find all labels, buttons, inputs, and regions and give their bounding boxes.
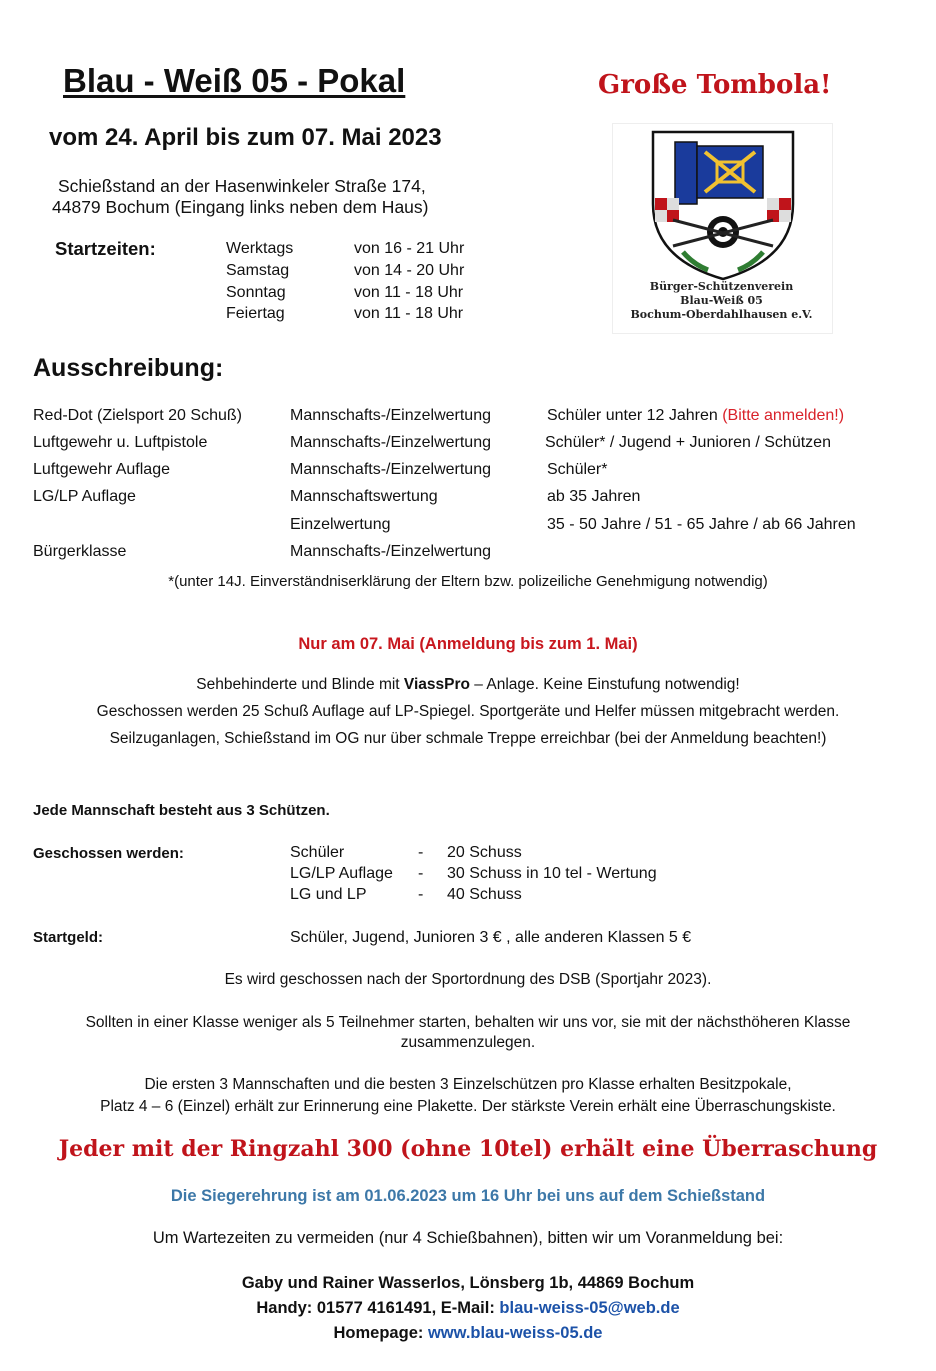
wertung: Mannschafts-/Einzelwertung bbox=[290, 461, 491, 478]
viass-line-2: Geschossen werden 25 Schuß Auflage auf LP-Spiegel. Sportgeräte und Helfer müssen mitgebracht werden. bbox=[96, 703, 840, 720]
shot-count: 40 Schuss bbox=[447, 886, 522, 903]
wertung: Einzelwertung bbox=[290, 516, 391, 533]
contact-name: Gaby und Rainer Wasserlos, Lönsberg 1b, 44869 Bochum bbox=[241, 1274, 695, 1292]
shot-class: LG und LP bbox=[290, 886, 367, 903]
klasse: 35 - 50 Jahre / 51 - 65 Jahre / ab 66 Jahren bbox=[547, 516, 856, 533]
shot-count: 20 Schuss bbox=[447, 844, 522, 861]
location-line-1: Schießstand an der Hasenwinkeler Straße 174, bbox=[58, 176, 426, 196]
merge-rule-2: zusammenzulegen. bbox=[400, 1034, 536, 1051]
klasse-text: Schüler unter 12 Jahren bbox=[547, 407, 723, 424]
discipline: LG/LP Auflage bbox=[33, 488, 136, 505]
viass-line-3: Seilzuganlagen, Schießstand im OG nur über schmale Treppe erreichbar (bei der Anmeldung beachten!) bbox=[109, 730, 827, 747]
contact-homepage bbox=[0, 1324, 936, 1343]
viass-brand: ViassPro bbox=[403, 676, 470, 693]
team-info: Jede Mannschaft besteht aus 3 Schützen. bbox=[33, 802, 330, 819]
footnote: *(unter 14J. Einverständniserklärung der Eltern bzw. polizeiliche Genehmigung notwendig) bbox=[168, 573, 768, 590]
startzeit-time: von 11 - 18 Uhr bbox=[354, 284, 464, 301]
ausschreibung-heading: Ausschreibung: bbox=[33, 354, 224, 382]
homepage-link[interactable]: www.blau-weiss-05.de bbox=[427, 1324, 603, 1342]
dsb-rule: Es wird geschossen nach der Sportordnung des DSB (Sportjahr 2023). bbox=[224, 971, 712, 988]
klasse: ab 35 Jahren bbox=[547, 488, 641, 505]
event-dates: vom 24. April bis zum 07. Mai 2023 bbox=[49, 124, 442, 151]
logo-text-line-2: Blau-Weiß 05 bbox=[680, 294, 763, 307]
ceremony-info: Die Siegerehrung ist am 01.06.2023 um 16 Uhr bei uns auf dem Schießstand bbox=[170, 1187, 766, 1205]
viass-heading: Nur am 07. Mai (Anmeldung bis zum 1. Mai) bbox=[298, 635, 638, 653]
klasse bbox=[547, 407, 844, 425]
startzeit-time: von 16 - 21 Uhr bbox=[354, 240, 465, 257]
contact-phone: Handy: 01577 4161491, E-Mail: bbox=[256, 1299, 500, 1317]
viass-line-1-pre: Sehbehinderte und Blinde mit bbox=[196, 676, 404, 693]
startzeit-time: von 14 - 20 Uhr bbox=[354, 262, 465, 279]
homepage-label: Homepage: bbox=[333, 1324, 428, 1342]
location-line-2: 44879 Bochum (Eingang links neben dem Haus) bbox=[52, 197, 429, 217]
wertung: Mannschaftswertung bbox=[290, 488, 438, 505]
fee-text: Schüler, Jugend, Junioren 3 € , alle anderen Klassen 5 € bbox=[290, 929, 692, 946]
surprise-headline: Jeder mit der Ringzahl 300 (ohne 10tel) erhält eine Überraschung bbox=[58, 1136, 878, 1162]
startzeit-day: Werktags bbox=[226, 240, 294, 257]
startzeit-time: von 11 - 18 Uhr bbox=[354, 305, 464, 322]
viass-line-1-post: – Anlage. Keine Einstufung notwendig! bbox=[470, 676, 740, 693]
register-note: (Bitte anmelden!) bbox=[722, 407, 845, 424]
page-title: Blau - Weiß 05 - Pokal bbox=[63, 62, 406, 99]
viass-line-1 bbox=[0, 676, 936, 694]
shot-count: 30 Schuss in 10 tel - Wertung bbox=[447, 865, 657, 882]
discipline: Bürgerklasse bbox=[33, 543, 127, 560]
klasse: Schüler* bbox=[547, 461, 608, 478]
contact-email-link[interactable]: blau-weiss-05@web.de bbox=[499, 1299, 680, 1317]
startzeit-day: Sonntag bbox=[226, 284, 286, 301]
shot-dash: - bbox=[418, 844, 424, 861]
merge-rule-1: Sollten in einer Klasse weniger als 5 Teilnehmer starten, behalten wir uns vor, sie mit der nächsthöheren Klasse bbox=[85, 1014, 851, 1031]
shots-label: Geschossen werden: bbox=[33, 845, 184, 862]
logo-text-line-3: Bochum-Oberdahlhausen e.V. bbox=[630, 308, 813, 321]
prize-rule-1: Die ersten 3 Mannschaften und die besten 3 Einzelschützen pro Klasse erhalten Besitzpokale, bbox=[144, 1076, 792, 1093]
startzeit-day: Samstag bbox=[226, 262, 290, 279]
wertung: Mannschafts-/Einzelwertung bbox=[290, 543, 491, 560]
contact-phone-email bbox=[0, 1299, 936, 1318]
shot-dash: - bbox=[418, 865, 424, 882]
logo-text-line-1: Bürger-Schützenverein bbox=[649, 280, 794, 293]
shot-dash: - bbox=[418, 886, 424, 903]
discipline: Luftgewehr u. Luftpistole bbox=[33, 434, 208, 451]
wertung: Mannschafts-/Einzelwertung bbox=[290, 407, 491, 424]
shot-class: Schüler bbox=[290, 844, 345, 861]
register-info: Um Wartezeiten zu vermeiden (nur 4 Schießbahnen), bitten wir um Voranmeldung bei: bbox=[152, 1229, 784, 1247]
wertung: Mannschafts-/Einzelwertung bbox=[290, 434, 491, 451]
discipline: Red-Dot (Zielsport 20 Schuß) bbox=[33, 407, 242, 424]
startzeiten-label: Startzeiten: bbox=[55, 238, 156, 259]
discipline: Luftgewehr Auflage bbox=[33, 461, 170, 478]
tombola-headline: Große Tombola! bbox=[598, 70, 832, 100]
klasse: Schüler* / Jugend + Junioren / Schützen bbox=[545, 434, 831, 451]
prize-rule-2: Platz 4 – 6 (Einzel) erhält zur Erinnerung eine Plakette. Der stärkste Verein erhält eine Überraschungskiste. bbox=[100, 1098, 836, 1115]
startzeit-day: Feiertag bbox=[226, 305, 285, 322]
shot-class: LG/LP Auflage bbox=[290, 865, 393, 882]
fee-label: Startgeld: bbox=[33, 929, 104, 946]
club-crest-icon bbox=[613, 124, 832, 284]
